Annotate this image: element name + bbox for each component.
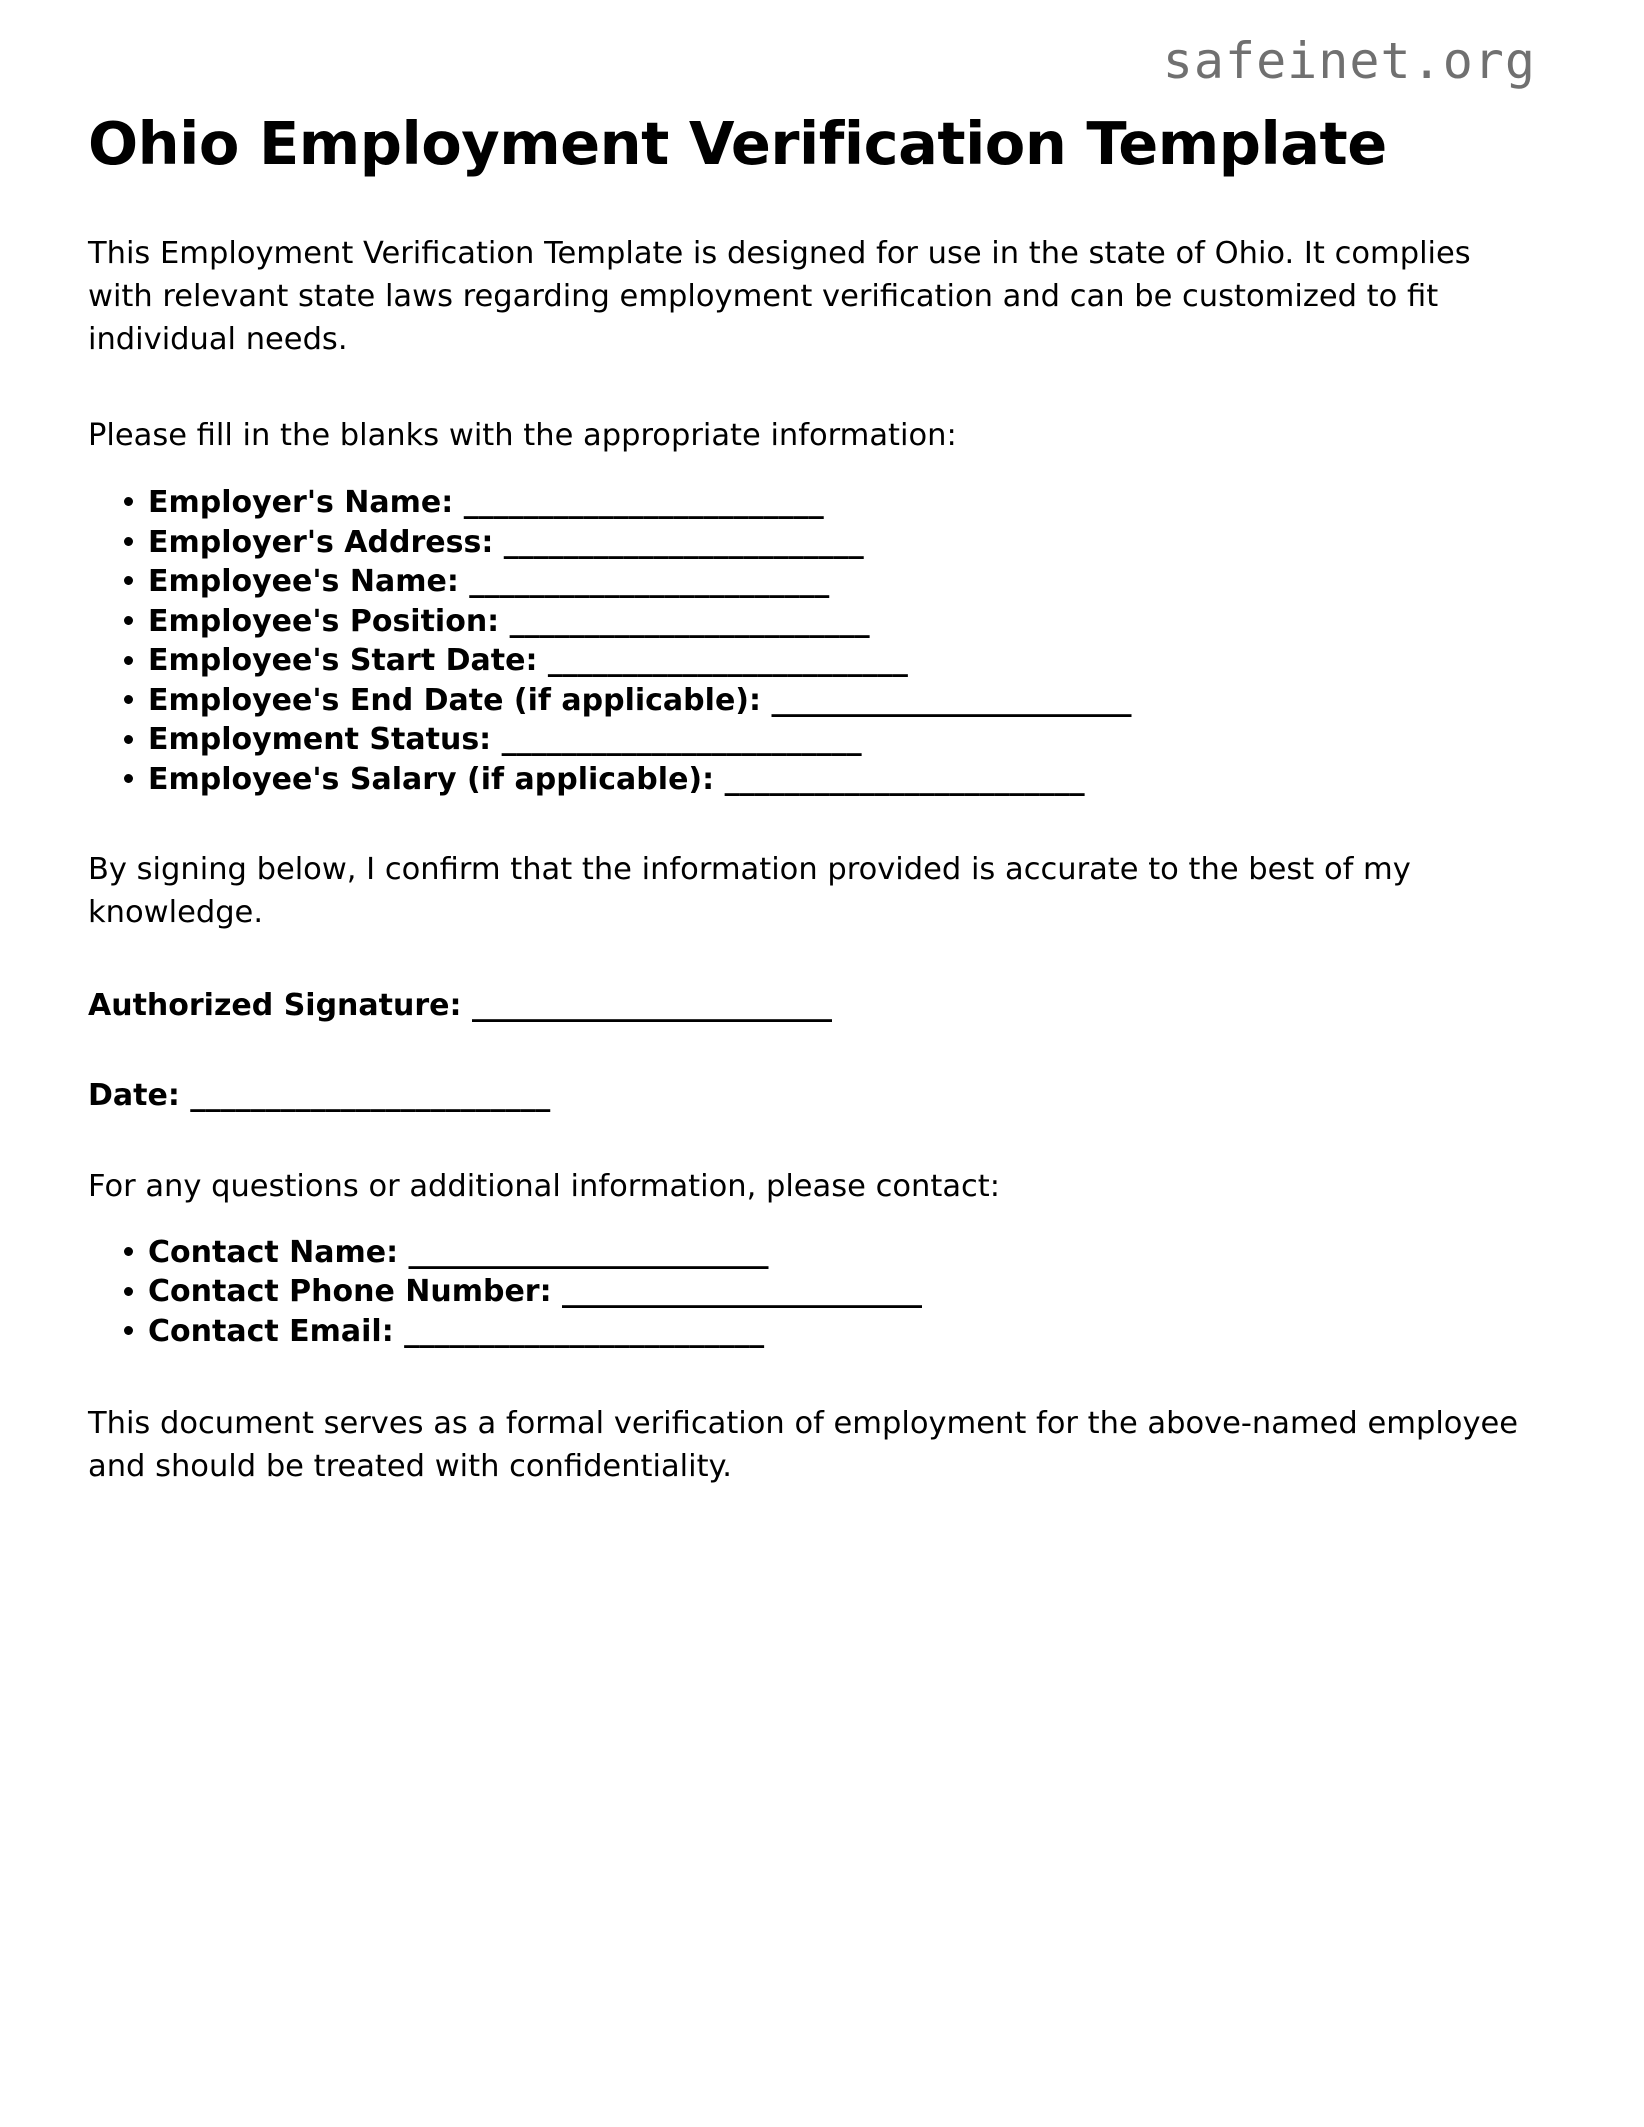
field-label: Employee's Salary (if applicable):: [148, 762, 715, 798]
bullet-icon: [124, 497, 133, 506]
field-label: Employer's Name:: [148, 484, 454, 520]
site-watermark: safeinet.org: [1162, 32, 1536, 90]
bullet-icon: [124, 576, 133, 585]
field-label: Employee's Start Date:: [148, 643, 538, 679]
field-label: Employer's Address:: [148, 524, 494, 560]
field-blank[interactable]: ________________________: [562, 1274, 923, 1310]
field-blank[interactable]: ________________________: [501, 722, 862, 758]
list-item: [88, 1272, 1534, 1312]
contact-fields-list: [88, 1233, 1534, 1352]
bullet-icon: [124, 537, 133, 546]
intro-paragraph: This Employment Verification Template is designed for use in the state of Ohio. It complies with relevant state laws regarding employment verification and can be customized to fit individual needs.: [88, 235, 1471, 358]
list-item: [88, 602, 1534, 642]
bullet-icon: [124, 616, 133, 625]
signature-date-row: [88, 1076, 1534, 1116]
field-blank[interactable]: ________________________: [463, 484, 824, 520]
bullet-icon: [124, 695, 133, 704]
field-blank[interactable]: ________________________: [190, 1077, 551, 1113]
bullet-icon: [124, 1247, 133, 1256]
list-item: [88, 641, 1534, 681]
field-blank[interactable]: ________________________: [471, 988, 832, 1024]
closing-statement: This document serves as a formal verification of employment for the above-named employee and should be treated with confidentiality.: [88, 1405, 1519, 1484]
field-label: Employment Status:: [148, 722, 492, 758]
field-blank[interactable]: ________________________: [408, 1234, 769, 1270]
field-blank[interactable]: ________________________: [469, 564, 830, 600]
contact-instruction-text: For any questions or additional information, please contact:: [88, 1169, 1001, 1205]
authorized-signature-row: [88, 986, 1534, 1026]
list-item: [88, 483, 1534, 523]
list-item: [88, 523, 1534, 563]
field-blank[interactable]: ________________________: [404, 1313, 765, 1349]
page-title: Ohio Employment Verification Template: [88, 109, 1387, 178]
field-label: Employee's Position:: [148, 603, 500, 639]
field-blank[interactable]: ________________________: [771, 682, 1132, 718]
field-blank[interactable]: ________________________: [503, 524, 864, 560]
bullet-icon: [124, 656, 133, 665]
fill-instruction-text: Please fill in the blanks with the appropriate information:: [88, 417, 957, 453]
field-blank[interactable]: ________________________: [724, 762, 1085, 798]
list-item: [88, 720, 1534, 760]
bullet-icon: [124, 735, 133, 744]
field-label: Employee's End Date (if applicable):: [148, 682, 761, 718]
field-label: Employee's Name:: [148, 564, 459, 600]
employment-fields-list: [88, 483, 1534, 800]
field-label: Date:: [88, 1077, 180, 1113]
bullet-icon: [124, 1326, 133, 1335]
bullet-icon: [124, 774, 133, 783]
list-item: [88, 760, 1534, 800]
list-item: [88, 681, 1534, 721]
list-item: [88, 1233, 1534, 1273]
list-item: [88, 1312, 1534, 1352]
signing-statement: By signing below, I confirm that the information provided is accurate to the best of my knowledge.: [88, 851, 1411, 930]
field-blank[interactable]: ________________________: [509, 603, 870, 639]
field-label: Contact Email:: [148, 1313, 394, 1349]
list-item: [88, 562, 1534, 602]
field-label: Contact Phone Number:: [148, 1274, 552, 1310]
field-label: Authorized Signature:: [88, 988, 462, 1024]
field-label: Contact Name:: [148, 1234, 399, 1270]
bullet-icon: [124, 1287, 133, 1296]
field-blank[interactable]: ________________________: [547, 643, 908, 679]
